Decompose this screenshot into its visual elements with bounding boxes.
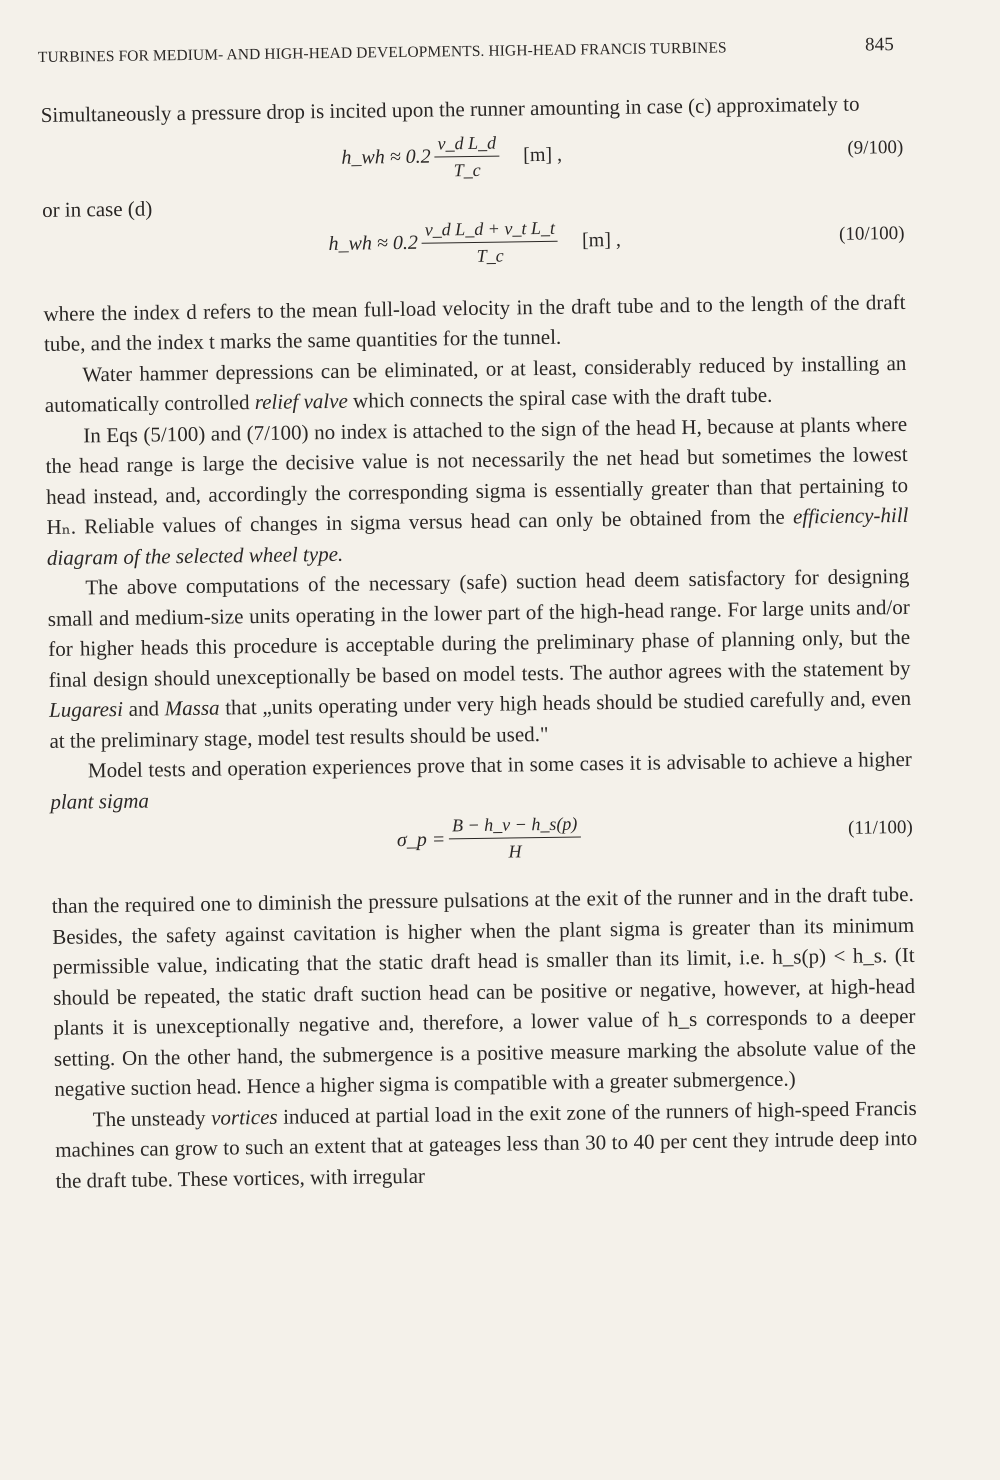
equation-9-100	[41, 120, 904, 202]
paragraph: where the index d refers to the mean full-load velocity in the draft tube and to the length of the draft tube, and the index t marks the same quantities for the tunnel.	[43, 289, 906, 356]
body-text	[41, 88, 918, 1196]
denominator: H	[508, 841, 522, 862]
paragraph-lead: or in case (d)	[41, 195, 153, 222]
equation-lhs: σ_p =	[396, 828, 446, 851]
numerator: B − h_v − h_s(p)	[449, 812, 581, 840]
equation-number: (10/100)	[838, 222, 905, 245]
denominator: T_c	[476, 245, 504, 266]
equation-lhs: h_wh ≈ 0.2	[341, 145, 431, 170]
paragraph: Simultaneously a pressure drop is incited upon the runner amounting in case (c) approximately to	[40, 91, 860, 127]
emphasis: efficiency-hill diagram of the selected wheel type.	[46, 502, 909, 570]
numerator: v_d L_d + v_t L_t	[422, 215, 559, 243]
page-number: 845	[864, 34, 895, 56]
paragraph: The unsteady vortices induced at partial load in the exit zone of the runners of high-speed Francis machines can grow to such an extent that at gateages less than 30 to 40 per cent they intrude deep into the draft tube. These vortices, with irregular	[55, 1095, 918, 1193]
unit: [m] ,	[581, 229, 622, 252]
unit: [m] ,	[523, 143, 563, 167]
paragraph: Model tests and operation experiences prove that in some cases it is advisable to achieve a higher plant sigma	[50, 746, 913, 814]
equation-10-100	[42, 196, 905, 292]
emphasis: plant sigma	[50, 788, 150, 814]
equation-number: (11/100)	[847, 816, 913, 839]
paragraph: than the required one to diminish the pressure pulsations at the exit of the runner and in the draft tube. Besides, the safety against cavitation is higher when the plant sigma is greater than its minimum permissible value, indicating that the static draft head is smaller than its limit, i.e. h_s(p) < h_s. (It should be repeated, the static draft suction head can be positive or negative, however, at high-head plants it is unexceptionally negative and, therefore, a lower value of h_s corresponds to a deeper setting. On the other hand, the submergence is a positive measure marking the absolute value of the negative suction head. Hence a higher sigma is compatible with a greater submergence.)	[51, 881, 917, 1101]
fraction	[434, 130, 499, 183]
paragraph: The above computations of the necessary (safe) suction head deem satisfactory for designing small and medium-size units operating in the lower part of the high-head range. For large units and/or for higher heads this procedure is acceptable during the preliminary phase of planning only, but the final design should unexceptionally be based on model tests. The author agrees with the statement by Lugaresi and Massa that „units operating under very high heads should be studied carefully and, even at the preliminary stage, model test results should be used."	[47, 563, 912, 753]
running-head-title: TURBINES FOR MEDIUM- AND HIGH-HEAD DEVELOPMENTS. HIGH-HEAD FRANCIS TURBINES	[37, 39, 727, 67]
author-name: Lugaresi	[48, 696, 124, 722]
fraction	[422, 215, 559, 269]
equation-lhs: h_wh ≈ 0.2	[328, 231, 419, 256]
author-name: Massa	[164, 695, 220, 721]
numerator: v_d L_d	[434, 130, 499, 157]
emphasis: vortices	[210, 1104, 278, 1130]
equation-11-100	[51, 807, 914, 885]
running-head	[38, 34, 894, 68]
denominator: T_c	[453, 159, 481, 180]
equation-number: (9/100)	[847, 136, 904, 159]
fraction	[449, 812, 581, 866]
emphasis: relief valve	[254, 388, 348, 415]
paragraph: Water hammer depressions can be eliminated, or at least, considerably reduced by installing an automatically controlled relief valve which connects the spiral case with the draft tube.	[44, 350, 907, 417]
paragraph: In Eqs (5/100) and (7/100) no index is attached to the sign of the head H, because at plants where the head range is large the decisive value is not necessarily the net head but sometimes the lowest head instead, and, accordingly the corresponding sigma is essentially greater than that pertaining to Hₙ. Reliable values of changes in sigma versus head can only be obtained from the efficiency-hill diagram of the selected wheel type.	[45, 411, 909, 570]
